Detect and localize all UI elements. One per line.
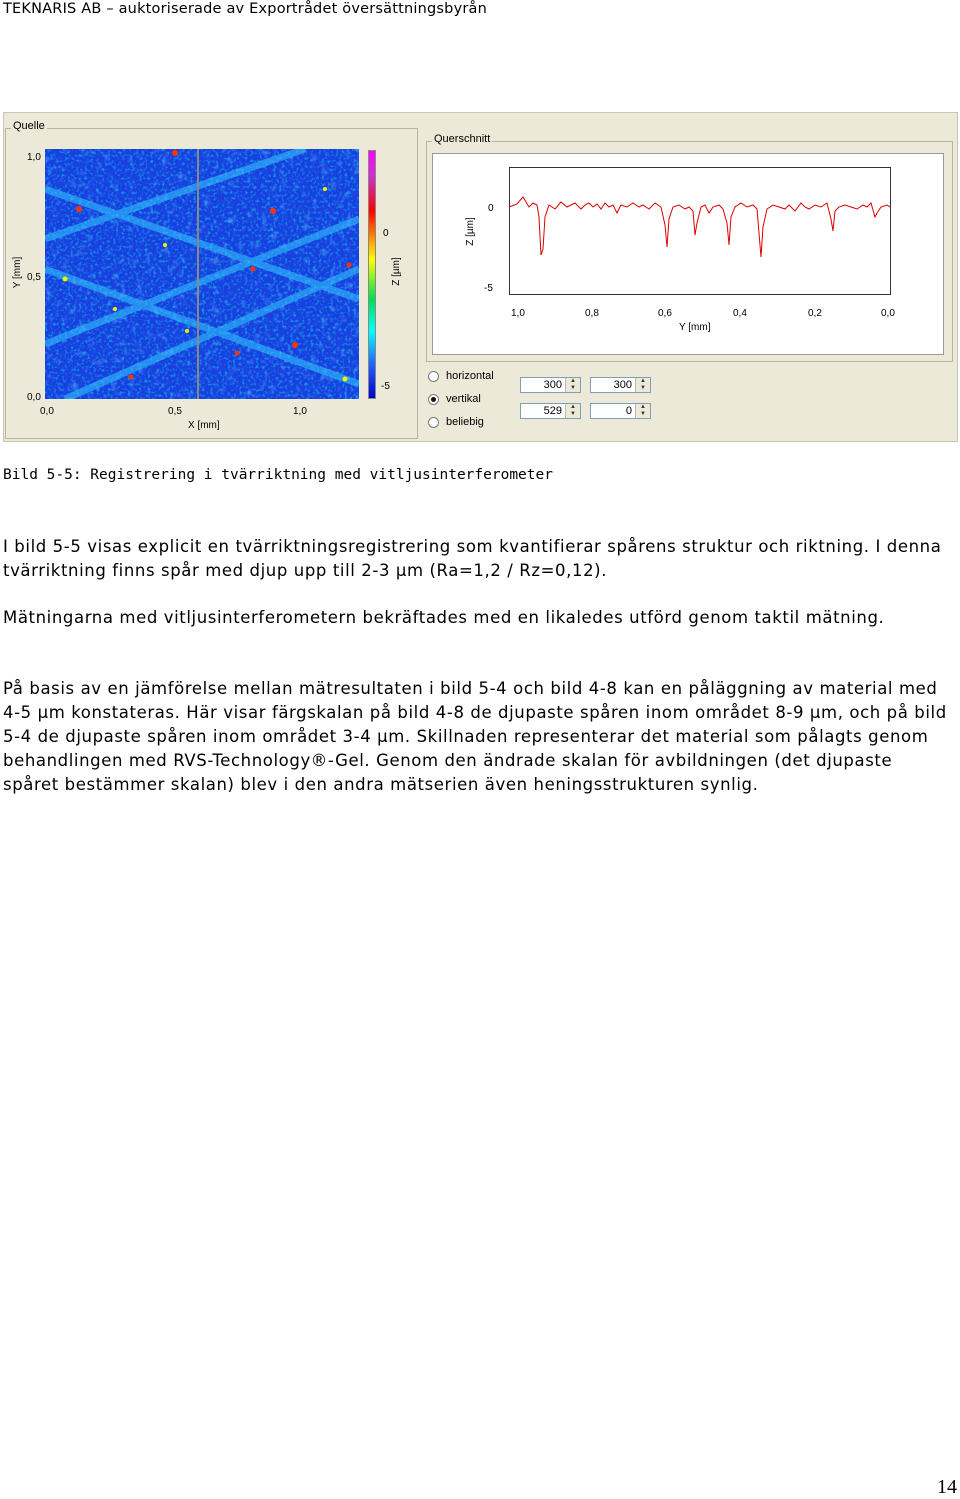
- radio-vertikal[interactable]: [428, 393, 481, 405]
- figure-caption: Bild 5-5: Registrering i tvärriktning med vitljusinterferometer: [3, 467, 553, 483]
- spin-arrows-icon[interactable]: ▲ ▼: [565, 404, 580, 418]
- section-xtick-3: 0,6: [658, 308, 672, 319]
- spin-arrows-icon[interactable]: ▲ ▼: [565, 378, 580, 392]
- radio-circle-selected[interactable]: [428, 394, 439, 405]
- section-y-label: Z [µm]: [464, 217, 476, 246]
- radio-circle[interactable]: [428, 371, 439, 382]
- document-header: TEKNARIS AB – auktoriserade av Exportrådet översättningsbyrån: [3, 1, 488, 17]
- radio-label: beliebig: [446, 416, 484, 428]
- colorbar-tick-1: 0: [383, 228, 389, 239]
- colorbar-tick-2: -5: [381, 381, 390, 392]
- spin-arrows-icon[interactable]: ▲ ▼: [635, 404, 650, 418]
- section-x-label: Y [mm]: [679, 322, 711, 333]
- paragraph-2: Mätningarna med vitljusinterferometern bekräftades med en likaledes utförd genom taktil mätning.: [3, 608, 885, 627]
- source-xtick-1: 0,0: [40, 406, 54, 417]
- colorbar: [368, 150, 376, 399]
- section-ytick-1: 0: [488, 203, 494, 214]
- surface-heatmap: [45, 149, 359, 399]
- paragraph-3: På basis av en jämförelse mellan mätresultaten i bild 5-4 och bild 4-8 kan en påläggning av material med 4-5 µm konstateras. Här visar färgskalan på bild 4-8 de djupaste spåren inom området 8-9 µm, och på bild 5-4 de djupaste spåren inom området 3-4 µm. Skillnaden representerar det material som pålagts genom behandlingen med RVS-Technology®-Gel. Genom den ändrade skalan för avbildningen (det djupaste spåret bestämmer skalan) blev i den andra mätserien även heningsstrukturen synlig.: [3, 679, 947, 794]
- spin-arrows-icon[interactable]: ▲ ▼: [635, 378, 650, 392]
- colorbar-label: Z [µm]: [390, 257, 402, 286]
- section-xtick-1: 1,0: [511, 308, 525, 319]
- source-xtick-2: 0,5: [168, 406, 182, 417]
- radio-beliebig[interactable]: [428, 416, 484, 428]
- source-ytick-1: 1,0: [27, 152, 41, 163]
- section-profile-plot: [509, 167, 891, 295]
- paragraph-1: I bild 5-5 visas explicit en tvärriktningsregistrering som kvantifierar spårens struktur och riktning. I denna tvärriktning finns spår med djup upp till 2-3 µm (Ra=1,2 / Rz=0,12).: [3, 537, 942, 580]
- radio-circle[interactable]: [428, 417, 439, 428]
- section-xtick-2: 0,8: [585, 308, 599, 319]
- radio-horizontal[interactable]: [428, 370, 494, 382]
- spin-y1[interactable]: 300 ▲ ▼: [590, 377, 651, 393]
- source-title: Quelle: [13, 120, 45, 132]
- spin-y2[interactable]: 0 ▲ ▼: [590, 403, 651, 419]
- page-number: 14: [937, 1476, 957, 1498]
- section-xtick-6: 0,0: [881, 308, 895, 319]
- section-xtick-4: 0,4: [733, 308, 747, 319]
- source-xtick-3: 1,0: [293, 406, 307, 417]
- source-y-label: Y [mm]: [12, 256, 24, 289]
- radio-label: horizontal: [446, 370, 494, 382]
- spin-x1[interactable]: 300 ▲ ▼: [520, 377, 581, 393]
- section-ytick-2: -5: [484, 283, 493, 294]
- spin-x2[interactable]: 529 ▲ ▼: [520, 403, 581, 419]
- radio-label: vertikal: [446, 393, 481, 405]
- section-title: Querschnitt: [434, 133, 491, 145]
- section-xtick-5: 0,2: [808, 308, 822, 319]
- source-x-label: X [mm]: [188, 420, 220, 431]
- source-ytick-2: 0,5: [27, 272, 41, 283]
- source-ytick-3: 0,0: [27, 392, 41, 403]
